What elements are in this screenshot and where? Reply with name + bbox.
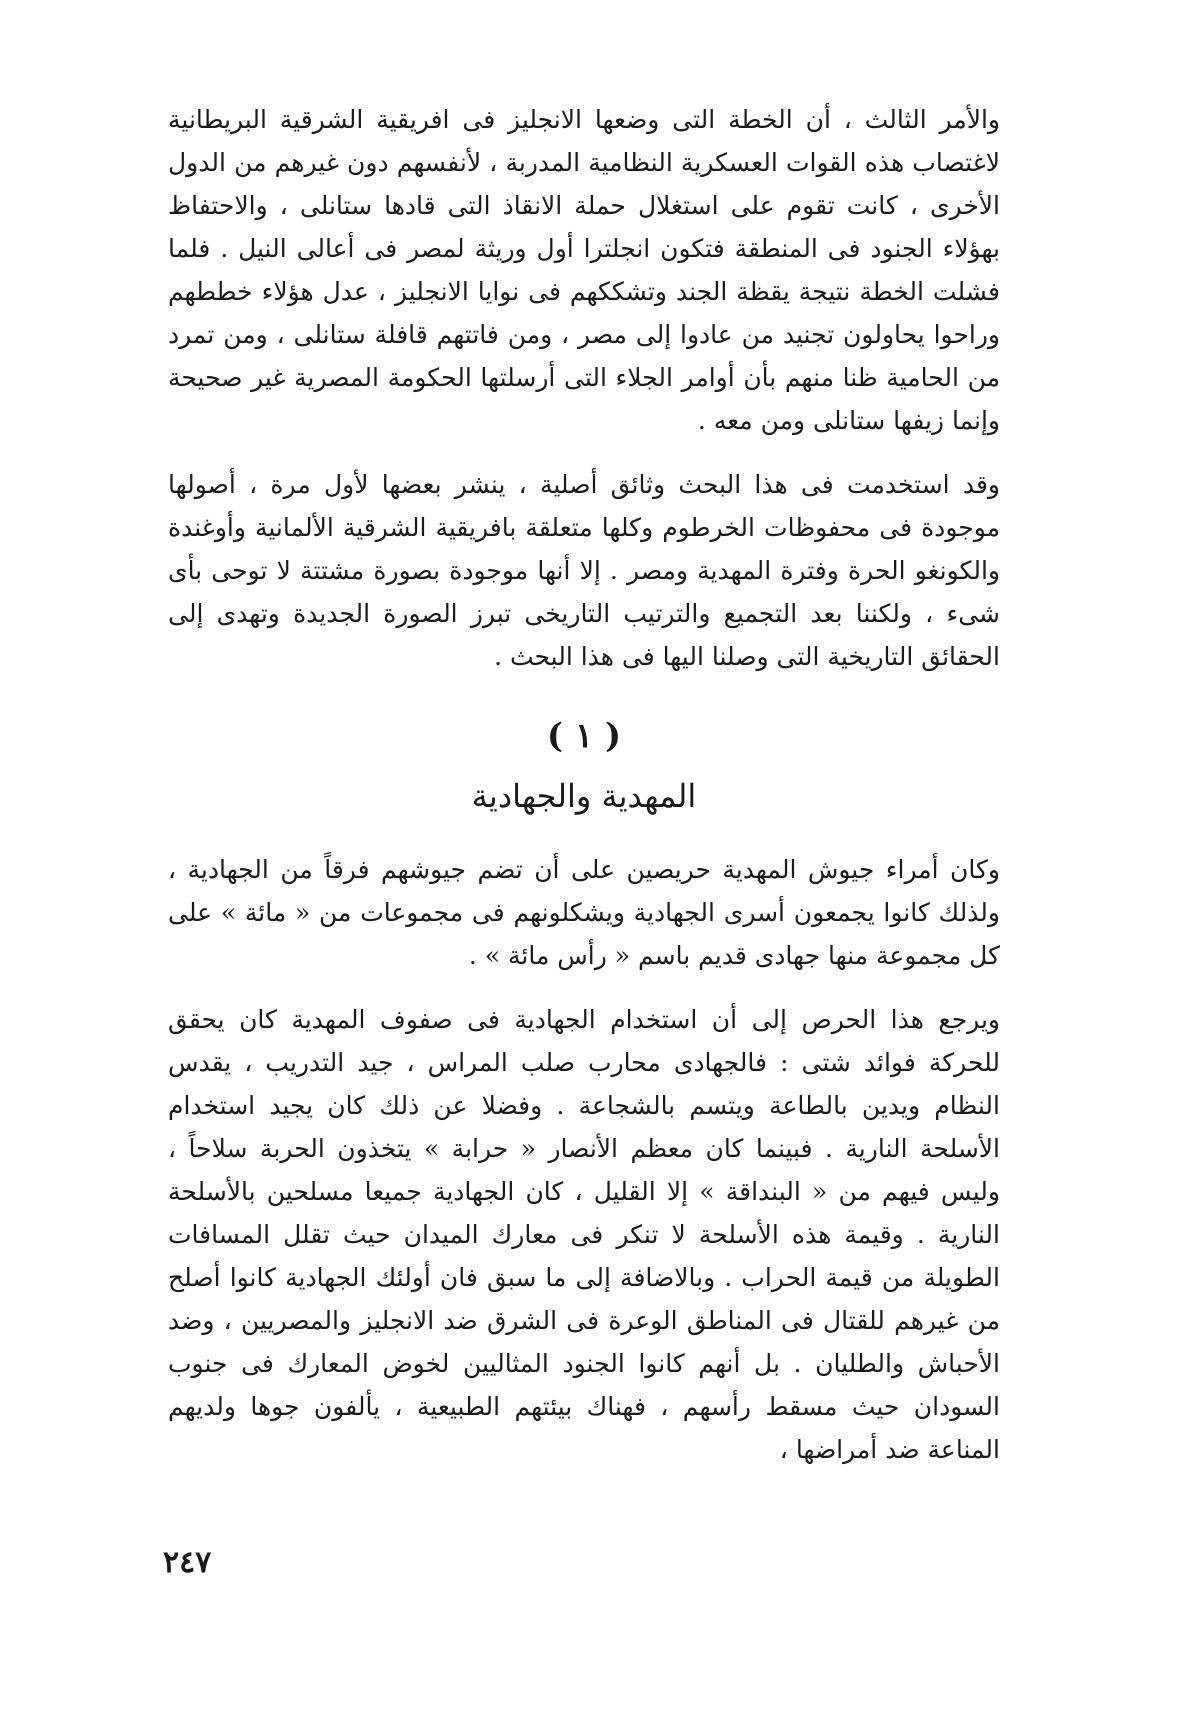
paragraph-third-point: والأمر الثالث ، أن الخطة التى وضعها الانجليز فى افريقية الشرقية البريطانية لاغتصاب هذه القوات العسكرية النظامية المدربة ، لأنفسهم دون غيرهم من الدول الأخرى ، كانت تقوم على استغلال حملة الانقاذ التى قادها ستانلى ، والاحتفاظ بهؤلاء الجنود فى المنطقة فتكون انجلترا أول وريثة لمصر فى أعالى النيل . فلما فشلت الخطة نتيجة يقظة الجند وتشككهم فى نوايا الانجليز ، عدل هؤلاء خططهم وراحوا يحاولون تجنيد من عادوا إلى مصر ، ومن فاتتهم قافلة ستانلى ، ومن تمرد من الحامية ظنا منهم بأن أوامر الجلاء التى أرسلتها الحكومة المصرية غير صحيحة وإنما زيفها ستانلى ومن معه . (168, 105, 1000, 435)
page-number: ٢٤٧ (163, 1545, 212, 1580)
paragraph-sources: وقد استخدمت فى هذا البحث وثائق أصلية ، ينشر بعضها لأول مرة ، أصولها موجودة فى محفوظات الخرطوم وكلها متعلقة بافريقية الشرقية الألمانية وأوغندة والكونغو الحرة وفترة المهدية ومصر . إلا أنها موجودة بصورة مشتتة لا توحى بأى شىء ، ولكننا بعد التجميع والترتيب التاريخى تبرز الصورة الجديدة وتهدى إلى الحقائق التاريخية التى وصلنا اليها فى هذا البحث . (168, 470, 1000, 671)
section-title: المهدية والجهادية (471, 777, 697, 815)
section-number: ( ١ ) (546, 716, 622, 756)
paragraph-mahdist-armies: وكان أمراء جيوش المهدية حريصين على أن تضم جيوشهم فرقاً من الجهادية ، ولذلك كانوا يجمعون أسرى الجهادية ويشكلونهم فى مجموعات من « مائة » على كل مجموعة منها جهادى قديم باسم « رأس مائة » . (168, 855, 1000, 970)
paragraph-jihadiya-benefits: ويرجع هذا الحرص إلى أن استخدام الجهادية فى صفوف المهدية كان يحقق للحركة فوائد شتى : فالجهادى محارب صلب المراس ، جيد التدريب ، يقدس النظام ويدين بالطاعة ويتسم بالشجاعة . وفضلا عن ذلك كان يجيد استخدام الأسلحة النارية . فبينما كان معظم الأنصار « حرابة » يتخذون الحربة سلاحاً ، وليس فيهم من « البنداقة » إلا القليل ، كان الجهادية جميعا مسلحين بالأسلحة النارية . وقيمة هذه الأسلحة لا تنكر فى معارك الميدان حيث تقلل المسافات الطويلة من قيمة الحراب . وبالاضافة إلى ما سبق فان أولئك الجهادية كانوا أصلح من غيرهم للقتال فى المناطق الوعرة فى الشرق ضد الانجليز والمصريين ، وضد الأحباش والطليان . بل أنهم كانوا الجنود المثاليين لخوض المعارك فى جنوب السودان حيث مسقط رأسهم ، فهناك بيئتهم الطبيعية ، يألفون جوها ولديهم المناعة ضد أمراضها ، (168, 1005, 1000, 1464)
